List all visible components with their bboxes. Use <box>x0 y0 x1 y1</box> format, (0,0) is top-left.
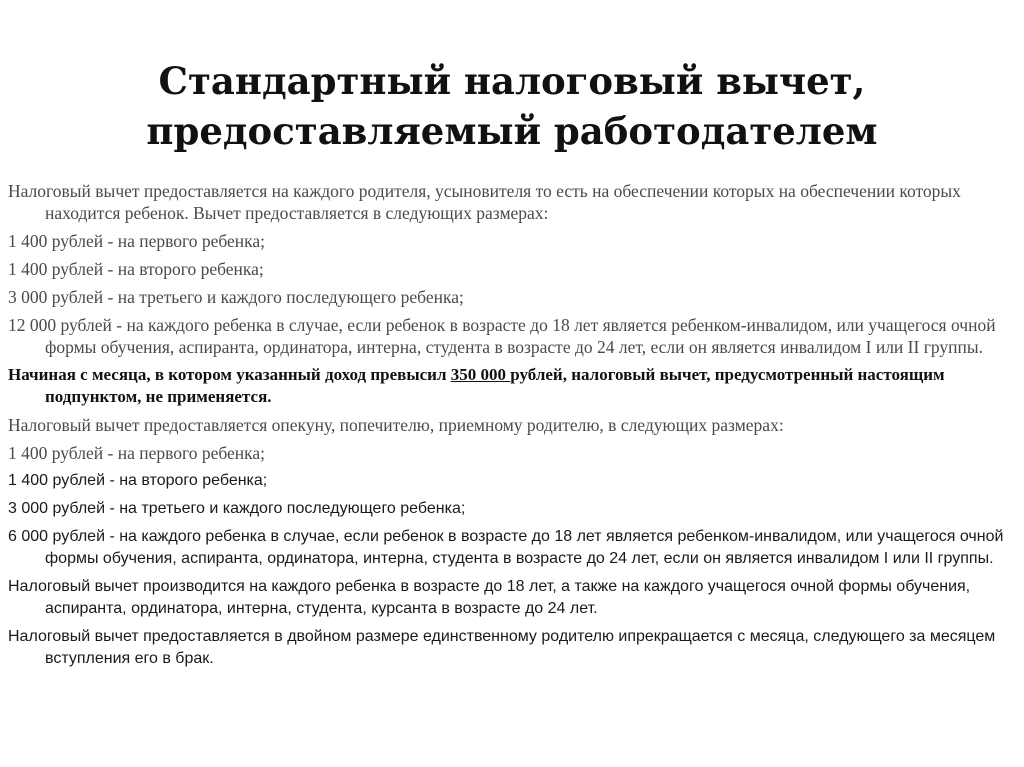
single-parent-paragraph: Налоговый вычет предоставляется в двойном размере единственному родителю ипрекращается с месяца, следующего за месяцем вступления его в брак. <box>8 628 996 667</box>
guardian-deduction-intro: Налоговый вычет предоставляется опекуну, попечителю, приемному родителю, в следующих размерах: <box>8 415 784 435</box>
title-line-2: предоставляемый работодателем <box>146 109 878 153</box>
slide-title <box>0 56 1024 156</box>
age-condition-paragraph: Налоговый вычет производится на каждого ребенка в возрасте до 18 лет, а также на каждого учащегося очной формы обучения, аспиранта, ординатора, интерна, студента, курсанта в возрасте до 24 лет. <box>8 578 971 617</box>
guardian-disabled-child-amount: 6 000 рублей - на каждого ребенка в случае, если ребенок в возрасте до 18 лет является ребенком-инвалидом, или учащегося очной формы обучения, аспиранта, ординатора, интерна, студента в возрасте до 24 лет, если он является инвалидом I или II группы. <box>8 528 1004 567</box>
income-limit-text-after: рублей, налоговый вычет, предусмотренный настоящим подпунктом, не применяется. <box>45 365 945 406</box>
slide-body <box>8 180 1014 676</box>
guardian-second-child-amount: 1 400 рублей - на второго ребенка; <box>8 472 268 489</box>
guardian-third-child-amount: 3 000 рублей - на третьего и каждого последующего ребенка; <box>8 500 466 517</box>
income-limit-text-before: Начиная с месяца, в котором указанный доход превысил <box>8 365 451 384</box>
parent-first-child-amount: 1 400 рублей - на первого ребенка; <box>8 231 266 251</box>
income-limit-paragraph <box>8 364 1014 408</box>
parent-third-child-amount: 3 000 рублей - на третьего и каждого последующего ребенка; <box>8 287 464 307</box>
title-line-1: Стандартный налоговый вычет, <box>158 59 866 103</box>
guardian-first-child-amount: 1 400 рублей - на первого ребенка; <box>8 443 266 463</box>
parent-disabled-child-amount: 12 000 рублей - на каждого ребенка в случае, если ребенок в возрасте до 18 лет является ребенком-инвалидом, или учащегося очной формы обучения, аспиранта, ординатора, интерна, студента в возрасте до 24 лет, если он является инвалидом I или II группы. <box>8 315 996 357</box>
income-limit-amount: 350 000 <box>450 365 511 384</box>
parent-deduction-intro: Налоговый вычет предоставляется на каждого родителя, усыновителя то есть на обеспечении которых на обеспечении которых находится ребенок. Вычет предоставляется в следующих размерах: <box>8 181 961 223</box>
parent-second-child-amount: 1 400 рублей - на второго ребенка; <box>8 259 264 279</box>
